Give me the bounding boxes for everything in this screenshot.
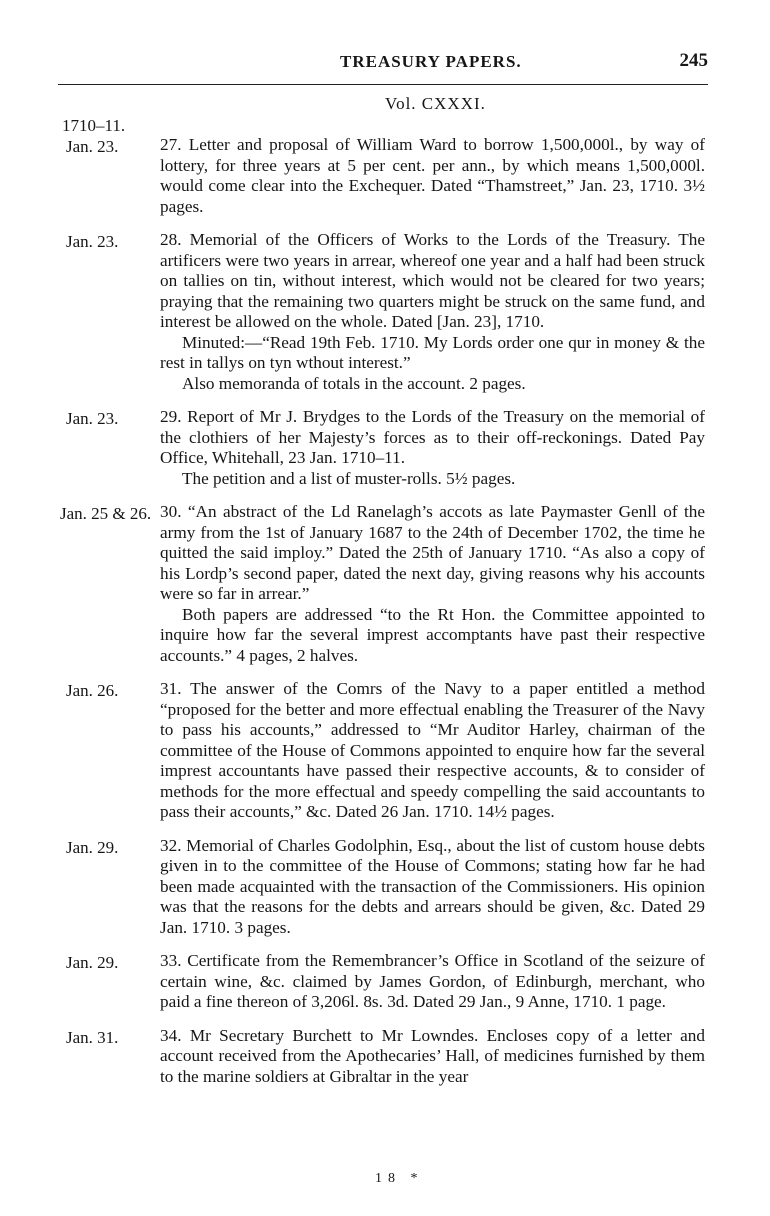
entry-body <box>160 1026 705 1088</box>
entry-list <box>0 135 770 1100</box>
entry-28 <box>0 230 770 394</box>
entry-body <box>160 679 705 823</box>
entry-date: Jan. 23. <box>66 137 119 156</box>
entry-paragraph: The petition and a list of muster-rolls. 5½ pages. <box>182 468 516 488</box>
year-heading: 1710–11. <box>62 116 126 135</box>
running-title: TREASURY PAPERS. <box>340 52 522 71</box>
entry-date: Jan. 23. <box>66 232 119 251</box>
entry-body <box>160 951 705 1013</box>
entry-paragraph: 30. “An abstract of the Ld Ranelagh’s accots as late Paymaster Genll of the army from the 1st of January 1687 to the 24th of December 1702, the time he quitted the said imploy.” Dated the 25th of January 1710. “As also a copy of his Lordp’s second paper, dated the next day, giving reasons why his accounts were so far in arrear.” <box>160 502 705 603</box>
entry-date: Jan. 29. <box>66 837 119 857</box>
entry-31 <box>0 679 770 823</box>
entry-29 <box>0 407 770 489</box>
entry-date: Jan. 26. <box>66 681 119 700</box>
entry-body <box>160 407 705 489</box>
entry-paragraph: Also memoranda of totals in the account. 2 pages. <box>182 373 526 393</box>
entry-paragraph: 27. Letter and proposal of William Ward to borrow 1,500,000l., by way of lottery, for three years at 5 per cent. per ann., by which means 1,500,000l. would come clear into the Exchequer. Dated “Thamstreet,” Jan. 23, 1710. 3½ pages. <box>160 135 705 216</box>
entry-body <box>160 502 705 666</box>
entry-minute: Minuted:—“Read 19th Feb. 1710. My Lords order one qur in money & the rest in tallys on tyn wthout interest.” <box>160 332 705 372</box>
signature-mark: 18 * <box>375 1171 424 1186</box>
entry-paragraph: Both papers are addressed “to the Rt Hon. the Committee appointed to inquire how far the several imprest accomptants have past their respective accounts.” 4 pages, 2 halves. <box>160 604 705 665</box>
header-rule <box>58 84 708 85</box>
entry-date: Jan. 23. <box>66 409 119 428</box>
entry-paragraph: 34. Mr Secretary Burchett to Mr Lowndes. Encloses copy of a letter and account received from the Apothecaries’ Hall, of medicines furnished by them to the marine soldiers at Gibraltar in the year <box>160 1025 705 1086</box>
entry-paragraph: 29. Report of Mr J. Brydges to the Lords of the Treasury on the memorial of the clothiers of her Majesty’s forces as to their off-reckonings. Dated Pay Office, Whitehall, 23 Jan. 1710–11. <box>160 407 705 467</box>
entry-date: Jan. 25 & 26. <box>60 504 152 523</box>
entry-27 <box>0 135 770 217</box>
volume-heading: Vol. CXXXI. <box>385 94 486 113</box>
entry-paragraph: 31. The answer of the Comrs of the Navy to a paper entitled a method “proposed for the better and more effectual enabling the Treasurer of the Navy to pass his accounts,” addressed to “Mr Auditor Harley, chairman of the committee of the House of Commons appointed to enquire how far the several imprest accountants have passed their respective accounts, & to consider of methods for the more effectual and speedy compelling the said accountants to pass their accounts,” &c. Dated 26 Jan. 1710. 14½ pages. <box>160 679 705 821</box>
entry-32 <box>0 836 770 939</box>
entry-body <box>160 836 705 939</box>
entry-33 <box>0 951 770 1013</box>
entry-body <box>160 230 705 394</box>
page-number: 245 <box>679 50 708 71</box>
entry-30 <box>0 502 770 666</box>
entry-date: Jan. 31. <box>66 1027 119 1047</box>
entry-paragraph: 32. Memorial of Charles Godolphin, Esq., about the list of custom house debts given in to the committee of the House of Commons; stating how far he had been made acquainted with the transaction of the Commissioners. His opinion was that the reasons for the debts and arrears should be given, &c. Dated 29 Jan. 1710. 3 pages. <box>160 835 705 937</box>
page-header <box>300 48 708 80</box>
entry-paragraph: 33. Certificate from the Remembrancer’s Office in Scotland of the seizure of certain wine, &c. claimed by James Gordon, of Edinburgh, merchant, who paid a fine thereon of 3,206l. 8s. 3d. Dated 29 Jan., 9 Anne, 1710. 1 page. <box>160 951 705 1011</box>
entry-date: Jan. 29. <box>66 953 119 972</box>
entry-body <box>160 135 705 217</box>
entry-34 <box>0 1026 770 1088</box>
entry-paragraph: 28. Memorial of the Officers of Works to the Lords of the Treasury. The artificers were two years in arrear, whereof one year and a half had been struck on tallies on tin, without interest, which would not be cleared for two years; praying that the remaining two quarters might be struck on the same fund, and interest be allowed on the whole. Dated [Jan. 23], 1710. <box>160 230 705 331</box>
